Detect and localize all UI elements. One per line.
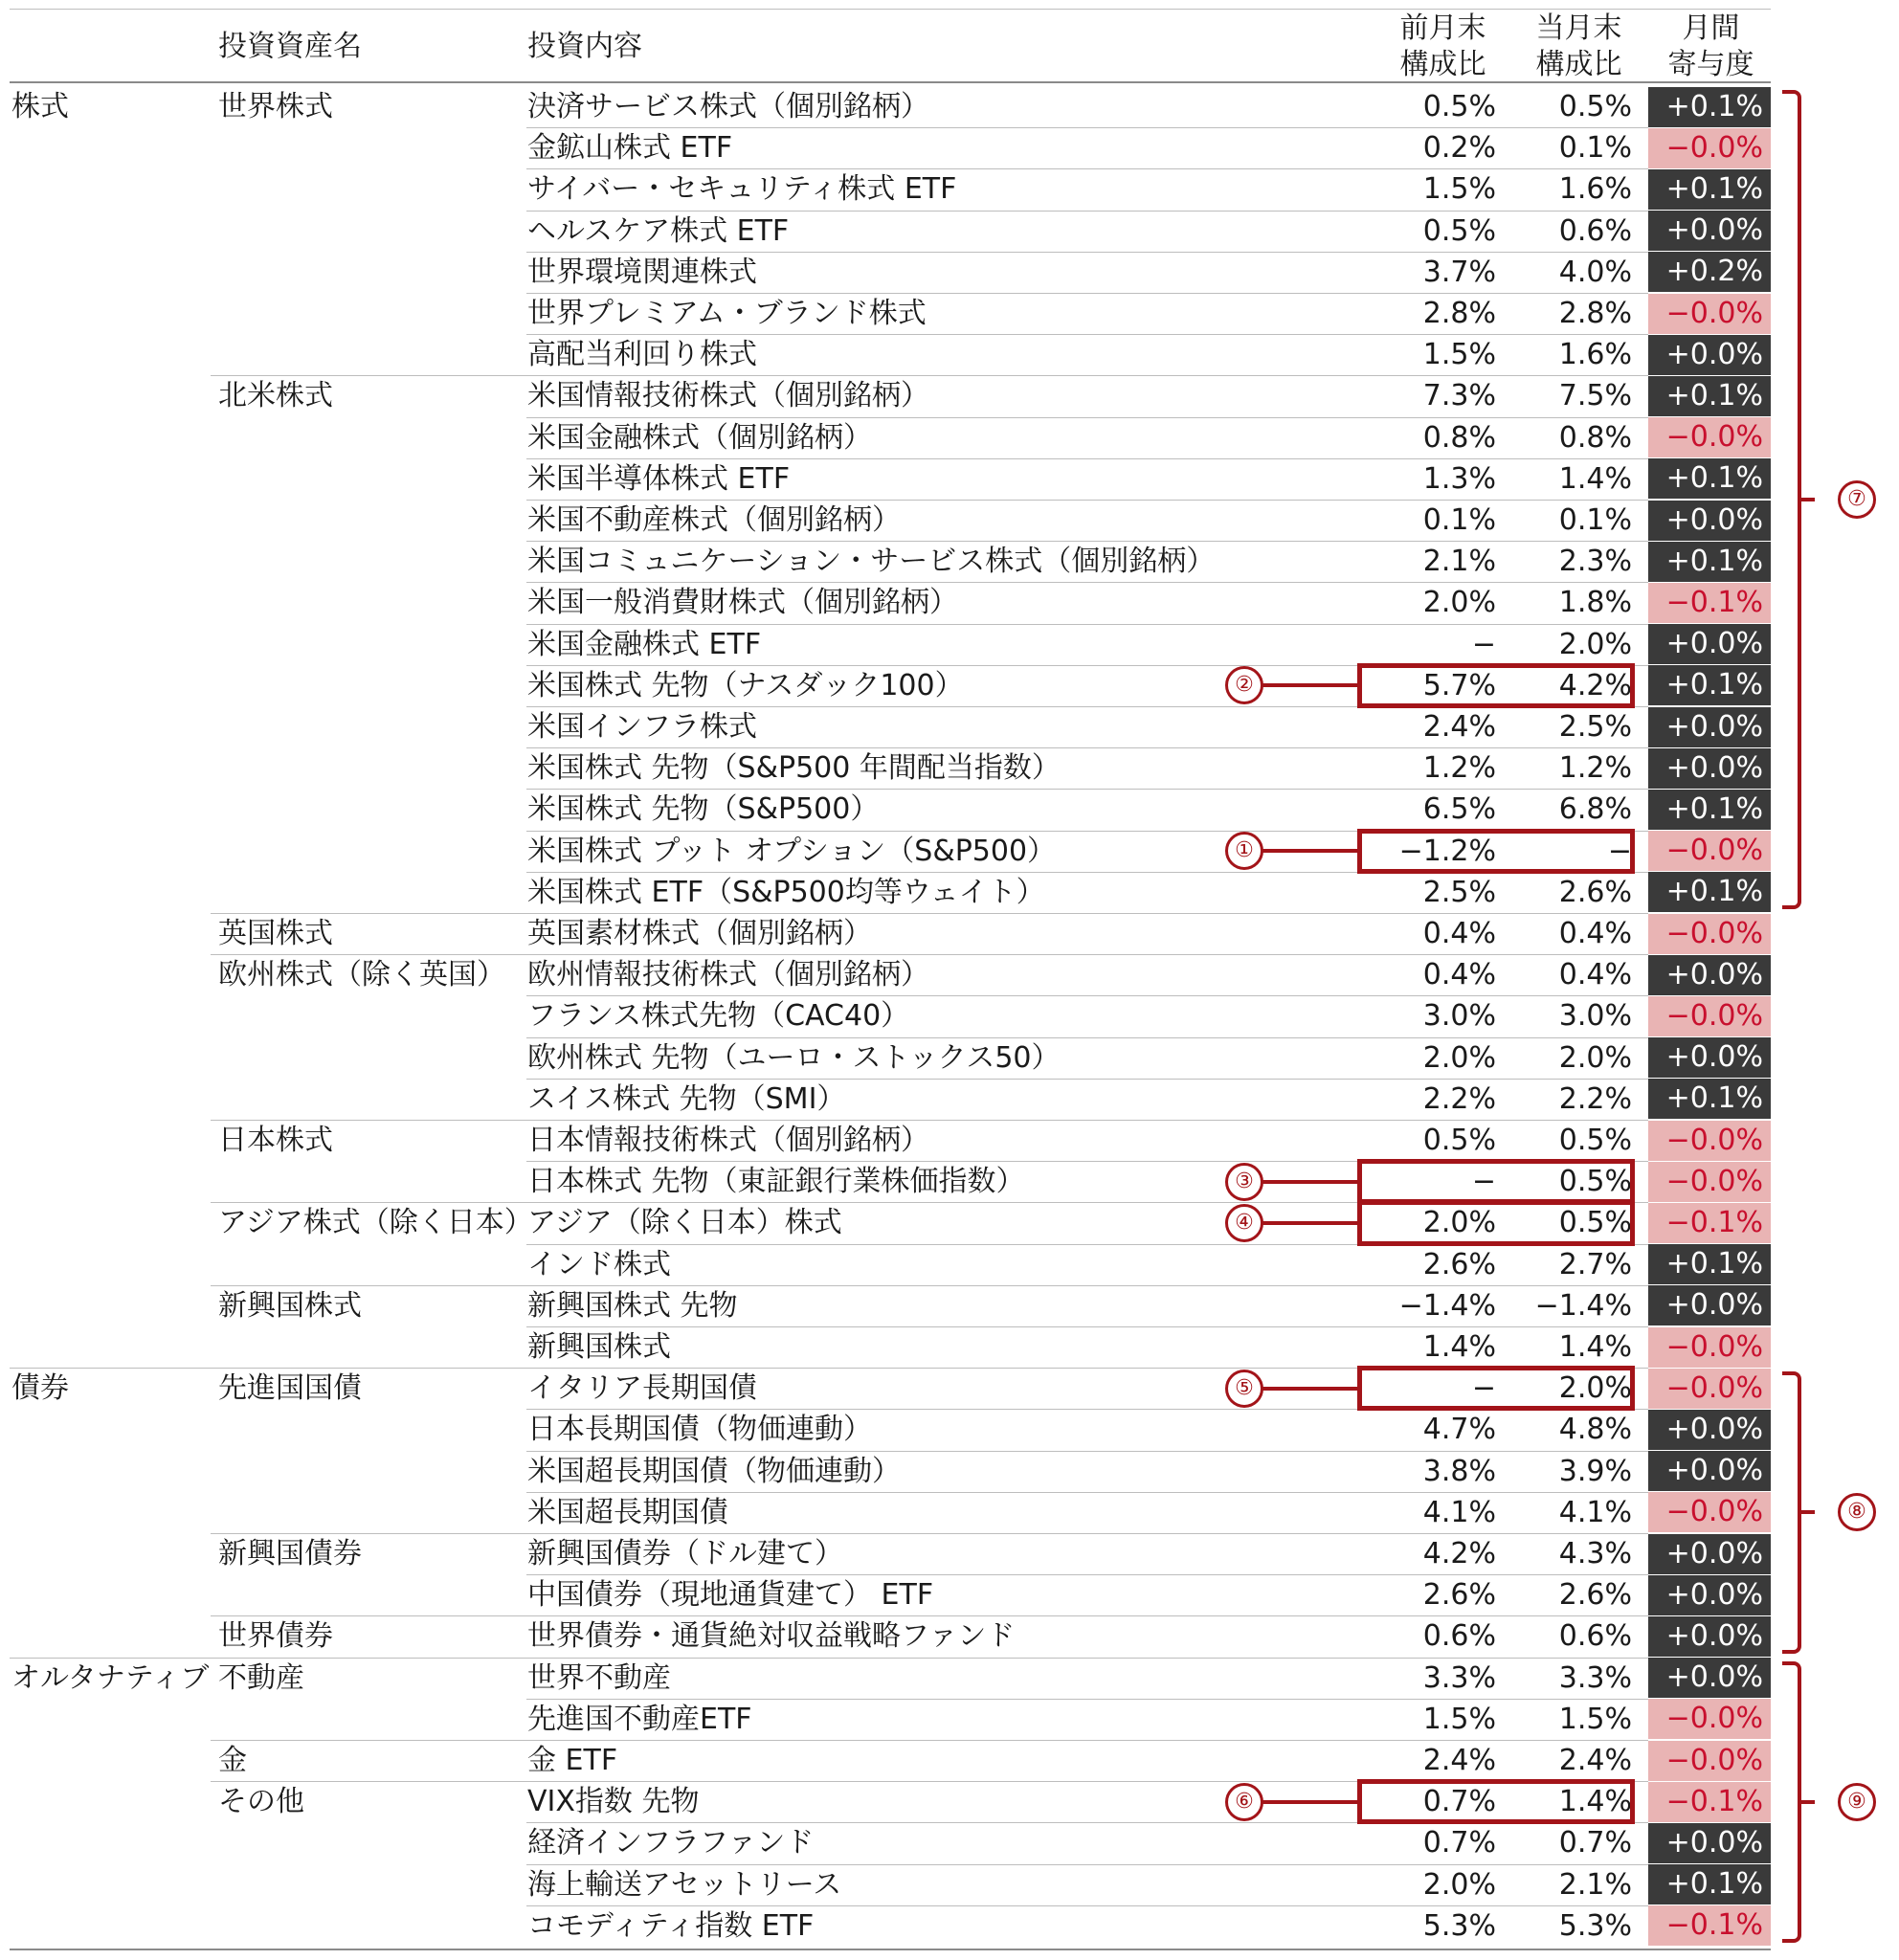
monthly-contribution: +0.1% bbox=[1648, 872, 1771, 912]
highlight-connector bbox=[1262, 849, 1357, 853]
highlight-box bbox=[1357, 663, 1635, 708]
investment-content: 欧州情報技術株式（個別銘柄） bbox=[527, 958, 929, 992]
prev-ratio: 2.4% bbox=[1422, 710, 1496, 744]
investment-content: 中国債券（現地通貨建て） ETF bbox=[527, 1578, 934, 1613]
bracket-circled-number: ⑧ bbox=[1838, 1493, 1876, 1531]
investment-content: 海上輸送アセットリース bbox=[527, 1867, 842, 1902]
header-contrib-line1: 月間 bbox=[1682, 11, 1740, 45]
asset-name: 英国株式 bbox=[218, 917, 333, 950]
investment-content: 金鉱山株式 ETF bbox=[527, 131, 733, 166]
monthly-contribution: +0.1% bbox=[1648, 376, 1771, 416]
curr-ratio: 2.2% bbox=[1558, 1081, 1632, 1116]
monthly-contribution: +0.0% bbox=[1648, 748, 1771, 789]
prev-ratio: 1.4% bbox=[1422, 1330, 1496, 1364]
monthly-contribution: −0.0% bbox=[1648, 417, 1771, 457]
curr-ratio: 3.3% bbox=[1558, 1660, 1632, 1695]
prev-ratio: 0.8% bbox=[1422, 420, 1496, 455]
investment-content: 先進国不動産ETF bbox=[527, 1702, 752, 1736]
highlight-connector bbox=[1262, 1387, 1357, 1391]
curr-ratio: 2.5% bbox=[1558, 710, 1632, 744]
monthly-contribution: −0.0% bbox=[1648, 1369, 1771, 1409]
investment-content: イタリア長期国債 bbox=[527, 1371, 757, 1406]
highlight-connector bbox=[1262, 1221, 1357, 1225]
monthly-contribution: −0.0% bbox=[1648, 1162, 1771, 1202]
curr-ratio: 1.6% bbox=[1558, 338, 1632, 372]
prev-ratio: 2.0% bbox=[1422, 1867, 1496, 1902]
monthly-contribution: −0.0% bbox=[1648, 294, 1771, 334]
investment-content: 高配当利回り株式 bbox=[527, 338, 757, 372]
curr-ratio: 2.8% bbox=[1558, 297, 1632, 330]
prev-ratio: 0.6% bbox=[1422, 1619, 1496, 1654]
prev-ratio: −1.2% bbox=[1398, 834, 1496, 868]
monthly-contribution: +0.1% bbox=[1648, 1079, 1771, 1119]
investment-content: フランス株式先物（CAC40） bbox=[527, 999, 910, 1034]
monthly-contribution: +0.0% bbox=[1648, 1616, 1771, 1657]
curr-ratio: −1.4% bbox=[1534, 1288, 1632, 1323]
curr-ratio: 2.0% bbox=[1558, 1371, 1632, 1406]
monthly-contribution: +0.1% bbox=[1648, 1864, 1771, 1904]
highlight-box bbox=[1357, 829, 1635, 874]
asset-name: 不動産 bbox=[218, 1660, 304, 1695]
asset-name: 北米株式 bbox=[218, 379, 333, 413]
header-prev-ratio-line1: 前月末 bbox=[1399, 11, 1486, 45]
circled-number-marker: ② bbox=[1225, 666, 1263, 704]
monthly-contribution: +0.0% bbox=[1648, 1534, 1771, 1574]
category-label: 債券 bbox=[11, 1371, 69, 1406]
bracket-circled-number: ⑨ bbox=[1838, 1783, 1876, 1821]
header-asset-name: 投資資産名 bbox=[218, 30, 362, 63]
investment-content: 米国株式 ETF（S&P500均等ウェイト） bbox=[527, 875, 1045, 909]
curr-ratio: 0.5% bbox=[1558, 1165, 1632, 1199]
monthly-contribution: −0.0% bbox=[1648, 1492, 1771, 1532]
header-curr-ratio-line1: 当月末 bbox=[1535, 11, 1622, 45]
asset-name: 新興国債券 bbox=[218, 1537, 362, 1570]
monthly-contribution: −0.0% bbox=[1648, 831, 1771, 871]
investment-content: 米国金融株式（個別銘柄） bbox=[527, 420, 872, 455]
curr-ratio: 1.6% bbox=[1558, 172, 1632, 207]
monthly-contribution: +0.0% bbox=[1648, 955, 1771, 995]
monthly-contribution: +0.1% bbox=[1648, 665, 1771, 705]
monthly-contribution: −0.0% bbox=[1648, 914, 1771, 954]
prev-ratio: 3.3% bbox=[1422, 1660, 1496, 1695]
curr-ratio: 4.8% bbox=[1558, 1413, 1632, 1447]
monthly-contribution: +0.1% bbox=[1648, 169, 1771, 210]
curr-ratio: 2.1% bbox=[1558, 1867, 1632, 1902]
group-bracket bbox=[1782, 90, 1801, 909]
circled-number-marker: ⑥ bbox=[1225, 1783, 1263, 1821]
highlight-box bbox=[1357, 1779, 1635, 1824]
curr-ratio: 0.4% bbox=[1558, 917, 1632, 950]
monthly-contribution: +0.0% bbox=[1648, 1410, 1771, 1450]
monthly-contribution: +0.2% bbox=[1648, 252, 1771, 292]
investment-content: 米国株式 プット オプション（S&P500） bbox=[527, 834, 1057, 868]
prev-ratio: 1.5% bbox=[1422, 1702, 1496, 1736]
investment-content: 米国インフラ株式 bbox=[527, 710, 757, 744]
prev-ratio: 6.5% bbox=[1422, 792, 1496, 827]
investment-content: 金 ETF bbox=[527, 1744, 618, 1777]
prev-ratio: 2.0% bbox=[1422, 586, 1496, 620]
prev-ratio: 4.1% bbox=[1422, 1495, 1496, 1529]
monthly-contribution: +0.0% bbox=[1648, 211, 1771, 251]
prev-ratio: 2.4% bbox=[1422, 1744, 1496, 1777]
header-bottom-rule bbox=[10, 81, 1771, 83]
investment-content: 日本株式 先物（東証銀行業株価指数） bbox=[527, 1165, 1025, 1199]
curr-ratio: 3.0% bbox=[1558, 999, 1632, 1034]
investment-content: 欧州株式 先物（ユーロ・ストックス50） bbox=[527, 1040, 1061, 1075]
curr-ratio: 2.7% bbox=[1558, 1247, 1632, 1281]
prev-ratio: 2.2% bbox=[1422, 1081, 1496, 1116]
curr-ratio: − bbox=[1607, 834, 1632, 868]
investment-content: 米国超長期国債 bbox=[527, 1495, 728, 1529]
monthly-contribution: +0.1% bbox=[1648, 458, 1771, 499]
investment-content: 世界不動産 bbox=[527, 1660, 671, 1695]
investment-content: スイス株式 先物（SMI） bbox=[527, 1081, 846, 1116]
curr-ratio: 0.7% bbox=[1558, 1826, 1632, 1860]
curr-ratio: 2.6% bbox=[1558, 875, 1632, 909]
investment-content: 米国コミュニケーション・サービス株式（個別銘柄） bbox=[527, 545, 1216, 579]
monthly-contribution: +0.0% bbox=[1648, 1037, 1771, 1078]
curr-ratio: 1.8% bbox=[1558, 586, 1632, 620]
investment-content: 米国一般消費財株式（個別銘柄） bbox=[527, 586, 958, 620]
monthly-contribution: +0.0% bbox=[1648, 501, 1771, 541]
prev-ratio: 0.5% bbox=[1422, 90, 1496, 123]
category-label: オルタナティブ bbox=[11, 1660, 210, 1695]
investment-content: 日本長期国債（物価連動） bbox=[527, 1413, 872, 1447]
prev-ratio: 0.4% bbox=[1422, 958, 1496, 992]
prev-ratio: 2.1% bbox=[1422, 545, 1496, 579]
monthly-contribution: +0.0% bbox=[1648, 1658, 1771, 1698]
investment-content: 世界プレミアム・ブランド株式 bbox=[527, 297, 927, 330]
curr-ratio: 1.4% bbox=[1558, 1330, 1632, 1364]
investment-content: 経済インフラファンド bbox=[527, 1826, 815, 1860]
monthly-contribution: +0.0% bbox=[1648, 1285, 1771, 1325]
investment-content: 新興国債券（ドル建て） bbox=[527, 1537, 843, 1570]
monthly-contribution: −0.0% bbox=[1648, 1699, 1771, 1739]
prev-ratio: 3.0% bbox=[1422, 999, 1496, 1034]
monthly-contribution: +0.1% bbox=[1648, 542, 1771, 582]
monthly-contribution: −0.0% bbox=[1648, 996, 1771, 1036]
curr-ratio: 0.1% bbox=[1558, 503, 1632, 537]
investment-content: 米国金融株式 ETF bbox=[527, 627, 762, 661]
monthly-contribution: −0.0% bbox=[1648, 1121, 1771, 1161]
prev-ratio: 3.8% bbox=[1422, 1454, 1496, 1488]
prev-ratio: 0.5% bbox=[1422, 1124, 1496, 1157]
prev-ratio: 5.3% bbox=[1422, 1908, 1496, 1943]
monthly-contribution: +0.0% bbox=[1648, 707, 1771, 747]
prev-ratio: 2.5% bbox=[1422, 875, 1496, 909]
header-content: 投資内容 bbox=[527, 30, 642, 63]
investment-content: 新興国株式 先物 bbox=[527, 1288, 738, 1323]
curr-ratio: 1.4% bbox=[1558, 1785, 1632, 1819]
curr-ratio: 0.5% bbox=[1558, 1124, 1632, 1157]
curr-ratio: 4.2% bbox=[1558, 668, 1632, 702]
prev-ratio: 0.7% bbox=[1422, 1785, 1496, 1819]
curr-ratio: 0.4% bbox=[1558, 958, 1632, 992]
highlight-box bbox=[1357, 1366, 1635, 1411]
investment-content: ヘルスケア株式 ETF bbox=[527, 213, 790, 248]
prev-ratio: 5.7% bbox=[1422, 668, 1496, 702]
investment-content: 世界環境関連株式 bbox=[527, 255, 757, 289]
prev-ratio: 4.2% bbox=[1422, 1537, 1496, 1570]
monthly-contribution: +0.0% bbox=[1648, 1823, 1771, 1863]
highlight-connector bbox=[1262, 1180, 1357, 1184]
investment-content: コモディティ指数 ETF bbox=[527, 1908, 815, 1943]
monthly-contribution: +0.0% bbox=[1648, 335, 1771, 375]
curr-ratio: 4.3% bbox=[1558, 1537, 1632, 1570]
curr-ratio: 0.8% bbox=[1558, 420, 1632, 455]
header-prev-ratio-line2: 構成比 bbox=[1399, 48, 1486, 81]
investment-content: VIX指数 先物 bbox=[527, 1785, 700, 1819]
group-bracket bbox=[1782, 1661, 1801, 1943]
highlight-connector bbox=[1262, 683, 1357, 687]
monthly-contribution: +0.1% bbox=[1648, 87, 1771, 127]
circled-number-marker: ① bbox=[1225, 832, 1263, 870]
prev-ratio: 0.4% bbox=[1422, 917, 1496, 950]
asset-name: 金 bbox=[218, 1744, 247, 1777]
monthly-contribution: −0.1% bbox=[1648, 1782, 1771, 1822]
monthly-contribution: +0.1% bbox=[1648, 790, 1771, 830]
investment-content: 決済サービス株式（個別銘柄） bbox=[527, 90, 929, 123]
investment-content: アジア（除く日本）株式 bbox=[527, 1206, 842, 1240]
category-label: 株式 bbox=[11, 90, 69, 123]
monthly-contribution: −0.1% bbox=[1648, 583, 1771, 623]
prev-ratio: − bbox=[1471, 1165, 1496, 1199]
circled-number-marker: ⑤ bbox=[1225, 1370, 1263, 1408]
prev-ratio: 3.7% bbox=[1422, 255, 1496, 289]
investment-content: 米国超長期国債（物価連動） bbox=[527, 1454, 901, 1488]
curr-ratio: 2.0% bbox=[1558, 627, 1632, 661]
investment-content: 日本情報技術株式（個別銘柄） bbox=[527, 1124, 929, 1157]
monthly-contribution: −0.1% bbox=[1648, 1203, 1771, 1243]
highlight-box bbox=[1357, 1200, 1635, 1245]
curr-ratio: 6.8% bbox=[1558, 792, 1632, 827]
prev-ratio: − bbox=[1471, 627, 1496, 661]
monthly-contribution: −0.0% bbox=[1648, 1327, 1771, 1368]
investment-content: 世界債券・通貨絶対収益戦略ファンド bbox=[527, 1619, 1016, 1654]
highlight-connector bbox=[1262, 1800, 1357, 1804]
curr-ratio: 0.6% bbox=[1558, 213, 1632, 248]
prev-ratio: 1.5% bbox=[1422, 338, 1496, 372]
group-bracket-tick bbox=[1799, 1510, 1815, 1514]
monthly-contribution: +0.0% bbox=[1648, 1451, 1771, 1491]
asset-name: 先進国国債 bbox=[218, 1371, 362, 1406]
group-bracket bbox=[1782, 1371, 1801, 1653]
prev-ratio: 1.3% bbox=[1422, 461, 1496, 496]
bracket-circled-number: ⑦ bbox=[1838, 480, 1876, 519]
curr-ratio: 1.4% bbox=[1558, 461, 1632, 496]
curr-ratio: 3.9% bbox=[1558, 1454, 1632, 1488]
prev-ratio: 4.7% bbox=[1422, 1413, 1496, 1447]
prev-ratio: 0.1% bbox=[1422, 503, 1496, 537]
prev-ratio: 7.3% bbox=[1422, 379, 1496, 413]
prev-ratio: 0.2% bbox=[1422, 131, 1496, 166]
monthly-contribution: −0.0% bbox=[1648, 128, 1771, 168]
prev-ratio: 2.0% bbox=[1422, 1206, 1496, 1240]
investment-content: サイバー・セキュリティ株式 ETF bbox=[527, 172, 957, 207]
curr-ratio: 1.2% bbox=[1558, 751, 1632, 786]
prev-ratio: 2.0% bbox=[1422, 1040, 1496, 1075]
highlight-box bbox=[1357, 1159, 1635, 1204]
investment-content: 英国素材株式（個別銘柄） bbox=[527, 917, 872, 950]
asset-name: アジア株式（除く日本） bbox=[218, 1206, 533, 1240]
curr-ratio: 2.0% bbox=[1558, 1040, 1632, 1075]
curr-ratio: 2.6% bbox=[1558, 1578, 1632, 1613]
prev-ratio: −1.4% bbox=[1398, 1288, 1496, 1323]
asset-name: 日本株式 bbox=[218, 1124, 333, 1157]
prev-ratio: 1.5% bbox=[1422, 172, 1496, 207]
investment-content: 米国株式 先物（ナスダック100） bbox=[527, 668, 964, 702]
monthly-contribution: +0.1% bbox=[1648, 1244, 1771, 1284]
curr-ratio: 7.5% bbox=[1558, 379, 1632, 413]
group-bracket-tick bbox=[1799, 1800, 1815, 1804]
header-curr-ratio-line2: 構成比 bbox=[1535, 48, 1622, 81]
asset-name: 新興国株式 bbox=[218, 1288, 362, 1323]
curr-ratio: 4.1% bbox=[1558, 1495, 1632, 1529]
prev-ratio: 0.7% bbox=[1422, 1826, 1496, 1860]
monthly-contribution: −0.1% bbox=[1648, 1905, 1771, 1946]
asset-name: 欧州株式（除く英国） bbox=[218, 958, 505, 992]
monthly-contribution: −0.0% bbox=[1648, 1741, 1771, 1781]
investment-content: 米国半導体株式 ETF bbox=[527, 461, 791, 496]
table-bottom-rule bbox=[10, 1949, 1771, 1950]
investment-content: 米国不動産株式（個別銘柄） bbox=[527, 503, 901, 537]
asset-name: その他 bbox=[218, 1785, 304, 1819]
curr-ratio: 5.3% bbox=[1558, 1908, 1632, 1943]
monthly-contribution: +0.0% bbox=[1648, 624, 1771, 664]
curr-ratio: 0.5% bbox=[1558, 1206, 1632, 1240]
asset-name: 世界債券 bbox=[218, 1619, 333, 1654]
curr-ratio: 0.6% bbox=[1558, 1619, 1632, 1654]
prev-ratio: 2.6% bbox=[1422, 1247, 1496, 1281]
prev-ratio: − bbox=[1471, 1371, 1496, 1406]
curr-ratio: 0.5% bbox=[1558, 90, 1632, 123]
curr-ratio: 1.5% bbox=[1558, 1702, 1632, 1736]
curr-ratio: 2.4% bbox=[1558, 1744, 1632, 1777]
monthly-contribution: +0.0% bbox=[1648, 1575, 1771, 1615]
curr-ratio: 2.3% bbox=[1558, 545, 1632, 579]
prev-ratio: 2.6% bbox=[1422, 1578, 1496, 1613]
investment-content: 米国株式 先物（S&P500） bbox=[527, 792, 880, 827]
curr-ratio: 0.1% bbox=[1558, 131, 1632, 166]
curr-ratio: 4.0% bbox=[1558, 255, 1632, 289]
investment-content: 米国株式 先物（S&P500 年間配当指数） bbox=[527, 751, 1061, 786]
investment-content: インド株式 bbox=[527, 1247, 671, 1281]
investment-content: 米国情報技術株式（個別銘柄） bbox=[527, 379, 929, 413]
prev-ratio: 2.8% bbox=[1422, 297, 1496, 330]
header-contrib-line2: 寄与度 bbox=[1667, 48, 1754, 81]
prev-ratio: 0.5% bbox=[1422, 213, 1496, 248]
asset-name: 世界株式 bbox=[218, 90, 333, 123]
header-top-rule bbox=[10, 9, 1771, 10]
investment-content: 新興国株式 bbox=[527, 1330, 671, 1364]
prev-ratio: 1.2% bbox=[1422, 751, 1496, 786]
circled-number-marker: ④ bbox=[1225, 1204, 1263, 1242]
group-bracket-tick bbox=[1799, 498, 1815, 501]
circled-number-marker: ③ bbox=[1225, 1163, 1263, 1201]
